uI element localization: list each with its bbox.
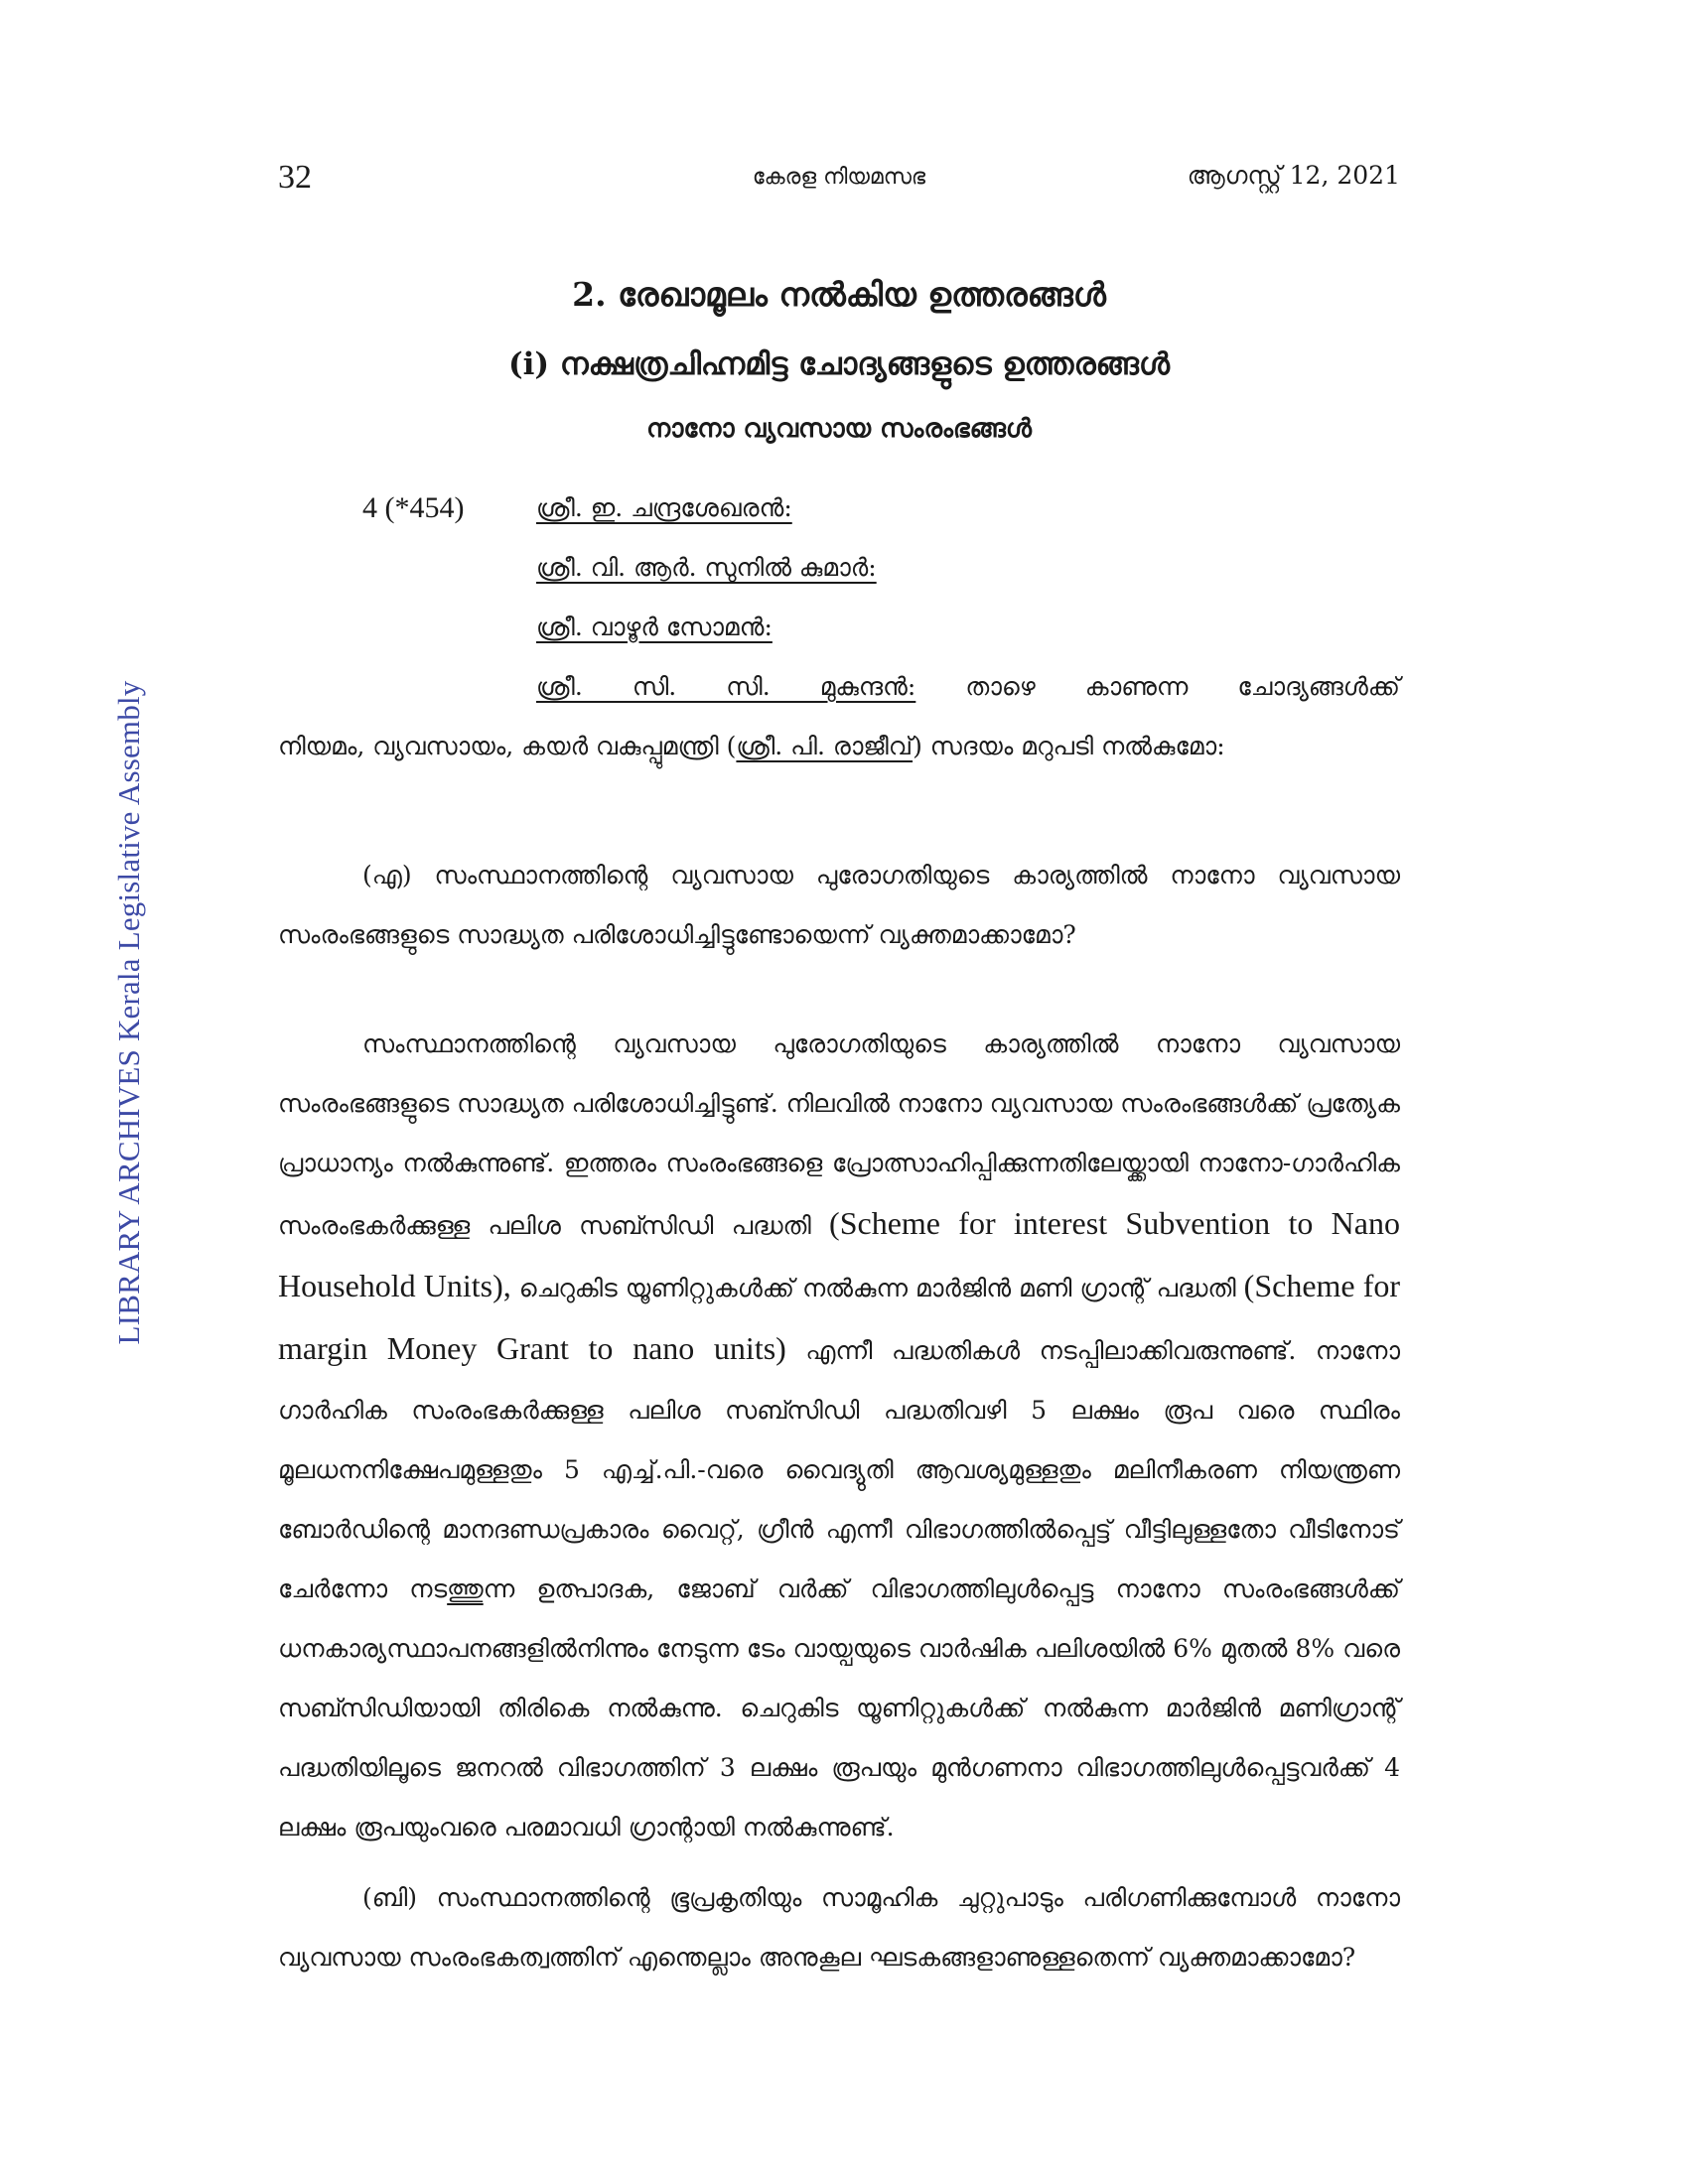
member-name: ശ്രീ. സി. സി. മുകുന്ദൻ: xyxy=(536,672,916,701)
underlined-word: ത്തു xyxy=(447,1574,484,1603)
question-row-3 xyxy=(278,598,1400,657)
page-number: 32 xyxy=(278,159,312,196)
answer-a-part4: ന്ന ഉത്പാദക, ജോബ് വർക്ക് വിഭാഗത്തിലുൾപ്പെട്ട നാനോ സംരംഭങ്ങൾക്ക് ധനകാര്യസ്ഥാപനങ്ങളിൽനിന്നും നേടുന്ന ടേം വായ്പയുടെ വാർഷിക പലിശയിൽ 6% മുതൽ 8% വരെ സബ്സിഡിയായി തിരികെ നൽകുന്നു. ചെറുകിട യൂണിറ്റുകൾക്ക് നൽകുന്ന മാർജിൻ മണിഗ്രാന്റ് പദ്ധതിയിലൂടെ ജനറൽ വിഭാഗത്തിന് 3 ലക്ഷം രൂപയും മുൻഗണനാ വിഭാഗത്തിലുൾപ്പെട്ടവർക്ക് 4 ലക്ഷം രൂപയുംവരെ പരമാവധി ഗ്രാന്റായി നൽകുന്നുണ്ട്. xyxy=(278,1574,1400,1842)
question-number: 4 (*454) xyxy=(362,491,465,524)
running-title: കേരള നിയമസഭ xyxy=(752,165,926,190)
watermark-text: LIBRARY ARCHIVES Kerala Legislative Assembly xyxy=(111,680,146,1345)
member-name: ശ്രീ. വി. ആർ. സുനിൽ കുമാർ: xyxy=(536,553,877,582)
question-a: (എ) സംസ്ഥാനത്തിന്റെ വ്യവസായ പുരോഗതിയുടെ കാര്യത്തിൽ നാനോ വ്യവസായ സംരംഭങ്ങളുടെ സാദ്ധ്യത പരിശോധിച്ചിട്ടുണ്ടോയെന്ന് വ്യക്തമാക്കാമോ? xyxy=(278,861,1400,949)
headings xyxy=(278,260,1400,459)
question-intro-line2-end: ) സദയം മറുപടി നൽകുമോ: xyxy=(913,732,1225,760)
scheme-1-name: (Scheme for interest Subvention to Nano Household Units), xyxy=(278,1205,1400,1303)
answer-a-part1: സംസ്ഥാനത്തിന്റെ വ്യവസായ പുരോഗതിയുടെ കാര്യത്തിൽ നാനോ വ്യവസായ സംരംഭങ്ങളുടെ സാദ്ധ്യത പരിശോധിച്ചിട്ടുണ്ട്. നിലവിൽ നാനോ വ്യവസായ സംരംഭങ്ങൾക്ക് പ്രത്യേക പ്രാധാന്യം നൽകുന്നുണ്ട്. ഇത്തരം സംരംഭങ്ങളെ പ്രോത്സാഹിപ്പിക്കുന്നതിലേയ്ക്കായി നാനോ-ഗാർഹിക സംരംഭകർക്കുള്ള പലിശ സബ്സിഡി പദ്ധതി xyxy=(278,1029,1400,1240)
answer-a xyxy=(278,1015,1400,1857)
page-header xyxy=(278,159,1400,208)
topic-heading: നാനോ വ്യവസായ സംരംഭങ്ങൾ xyxy=(646,414,1032,444)
scheme-2-name: (Scheme for margin Money Grant to nano units) xyxy=(278,1268,1401,1366)
question-b: (ബി) സംസ്ഥാനത്തിന്റെ ഭൂപ്രകൃതിയും സാമൂഹിക ചുറ്റുപാടും പരിഗണിക്കുമ്പോൾ നാനോ വ്യവസായ സംരംഭകത്വത്തിന് എന്തെല്ലാം അനുകൂല ഘടകങ്ങളാണുള്ളതെന്ന് വ്യക്തമാക്കാമോ? xyxy=(278,1883,1400,1972)
question-row-1 xyxy=(278,478,1400,538)
member-name: ശ്രീ. വാഴൂർ സോമൻ: xyxy=(536,613,773,641)
member-name: ശ്രീ. ഇ. ചന്ദ്രശേഖരൻ: xyxy=(536,493,792,522)
question-intro-tail: താഴെ കാണുന്ന ചോദ്യങ്ങൾക്ക് xyxy=(965,672,1401,701)
question-intro-line2-start: നിയമം, വ്യവസായം, കയർ വകുപ്പുമന്ത്രി ( xyxy=(278,732,737,760)
minister-name: ശ്രീ. പി. രാജീവ് xyxy=(736,732,914,760)
answer-a-part3: എന്നീ പദ്ധതികൾ നടപ്പിലാക്കിവരുന്നുണ്ട്. നാനോ ഗാർഹിക സംരംഭകർക്കുള്ള പലിശ സബ്സിഡി പദ്ധതിവഴി 5 ലക്ഷം രൂപ വരെ സ്ഥിരം മൂലധനനിക്ഷേപമുള്ളതും 5 എച്ച്.പി.-വരെ വൈദ്യുതി ആവശ്യമുള്ളതും മലിനീകരണ നിയന്ത്രണ ബോർഡിന്റെ മാനദണ്ഡപ്രകാരം വൈറ്റ്, ഗ്രീൻ എന്നീ വിഭാഗത്തിൽപ്പെട്ട് വീട്ടിലുള്ളതോ വീടിനോട് ചേർന്നോ നട xyxy=(278,1336,1401,1603)
question-row-2 xyxy=(278,538,1400,598)
question-row-4 xyxy=(278,657,1400,717)
question-block xyxy=(278,478,1400,717)
answer-a-part2: ചെറുകിട യൂണിറ്റുകൾക്ക് നൽകുന്ന മാർജിൻ മണി ഗ്രാന്റ് പദ്ധതി xyxy=(510,1274,1244,1302)
subsection-heading: (i) നക്ഷത്രചിഹ്നമിട്ട ചോദ്യങ്ങളുടെ ഉത്തരങ്ങൾ xyxy=(507,346,1171,382)
header-date: ആഗസ്റ്റ് 12, 2021 xyxy=(1187,161,1400,190)
question-intro-paragraph xyxy=(278,717,1400,776)
library-archives-watermark xyxy=(0,0,199,2184)
section-heading: 2. രേഖാമൂലം നൽകിയ ഉത്തരങ്ങൾ xyxy=(572,275,1106,314)
member-line-last xyxy=(536,657,1400,717)
